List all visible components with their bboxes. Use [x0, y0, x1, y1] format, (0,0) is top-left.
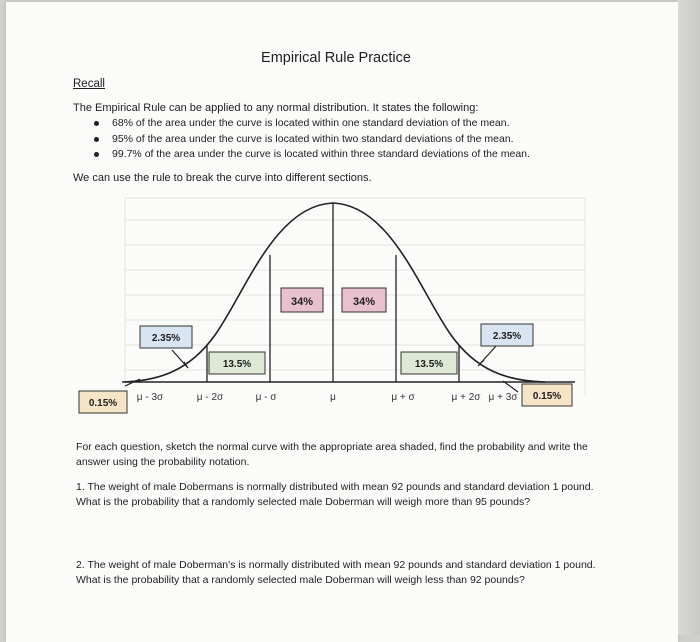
question-2: 2. The weight of male Doberman's is normally distributed with mean 92 pounds and standard deviation 1 pound. What is the probability that a randomly selected male Doberman will weigh less than 92 pounds?	[76, 559, 596, 586]
label-2-35-left: 2.35%	[151, 333, 181, 344]
label-0-15-left: 0.15%	[88, 398, 118, 409]
label-34-right: 34%	[352, 296, 376, 308]
intro-text: The Empirical Rule can be applied to any normal distribution. It states the following:	[73, 102, 479, 114]
label-13-5-right: 13.5%	[414, 359, 444, 370]
rule-note: We can use the rule to break the curve into different sections.	[73, 172, 372, 184]
instructions-text: For each question, sketch the normal curve with the appropriate area shaded, find the probability and write the answer using the probability notation.	[76, 441, 588, 468]
bullet-text: 68% of the area under the curve is located within one standard deviation of the mean.	[112, 117, 510, 129]
recall-heading: Recall	[73, 78, 105, 90]
label-0-15-right: 0.15%	[532, 391, 562, 402]
question-1: 1. The weight of male Dobermans is normally distributed with mean 92 pounds and standard deviation 1 pound. What is the probability that a randomly selected male Doberman will weigh more than 95 pounds?	[76, 481, 594, 508]
tick-label: μ - 2σ	[196, 392, 224, 403]
tick-label: μ	[330, 392, 336, 403]
label-13-5-left: 13.5%	[222, 359, 252, 370]
tick-label: μ - σ	[255, 392, 277, 403]
tick-label: μ - 3σ	[136, 392, 164, 403]
bullet-text: 99.7% of the area under the curve is located within three standard deviations of the mean.	[112, 148, 530, 160]
tick-label: μ + 2σ	[451, 392, 481, 403]
bullet-text: 95% of the area under the curve is located within two standard deviations of the mean.	[112, 132, 514, 145]
tick-label: μ + 3σ	[488, 392, 518, 403]
tick-label: μ + σ	[391, 392, 415, 403]
page-title: Empirical Rule Practice	[261, 50, 411, 66]
label-34-left: 34%	[290, 296, 314, 308]
label-2-35-right: 2.35%	[492, 331, 522, 342]
